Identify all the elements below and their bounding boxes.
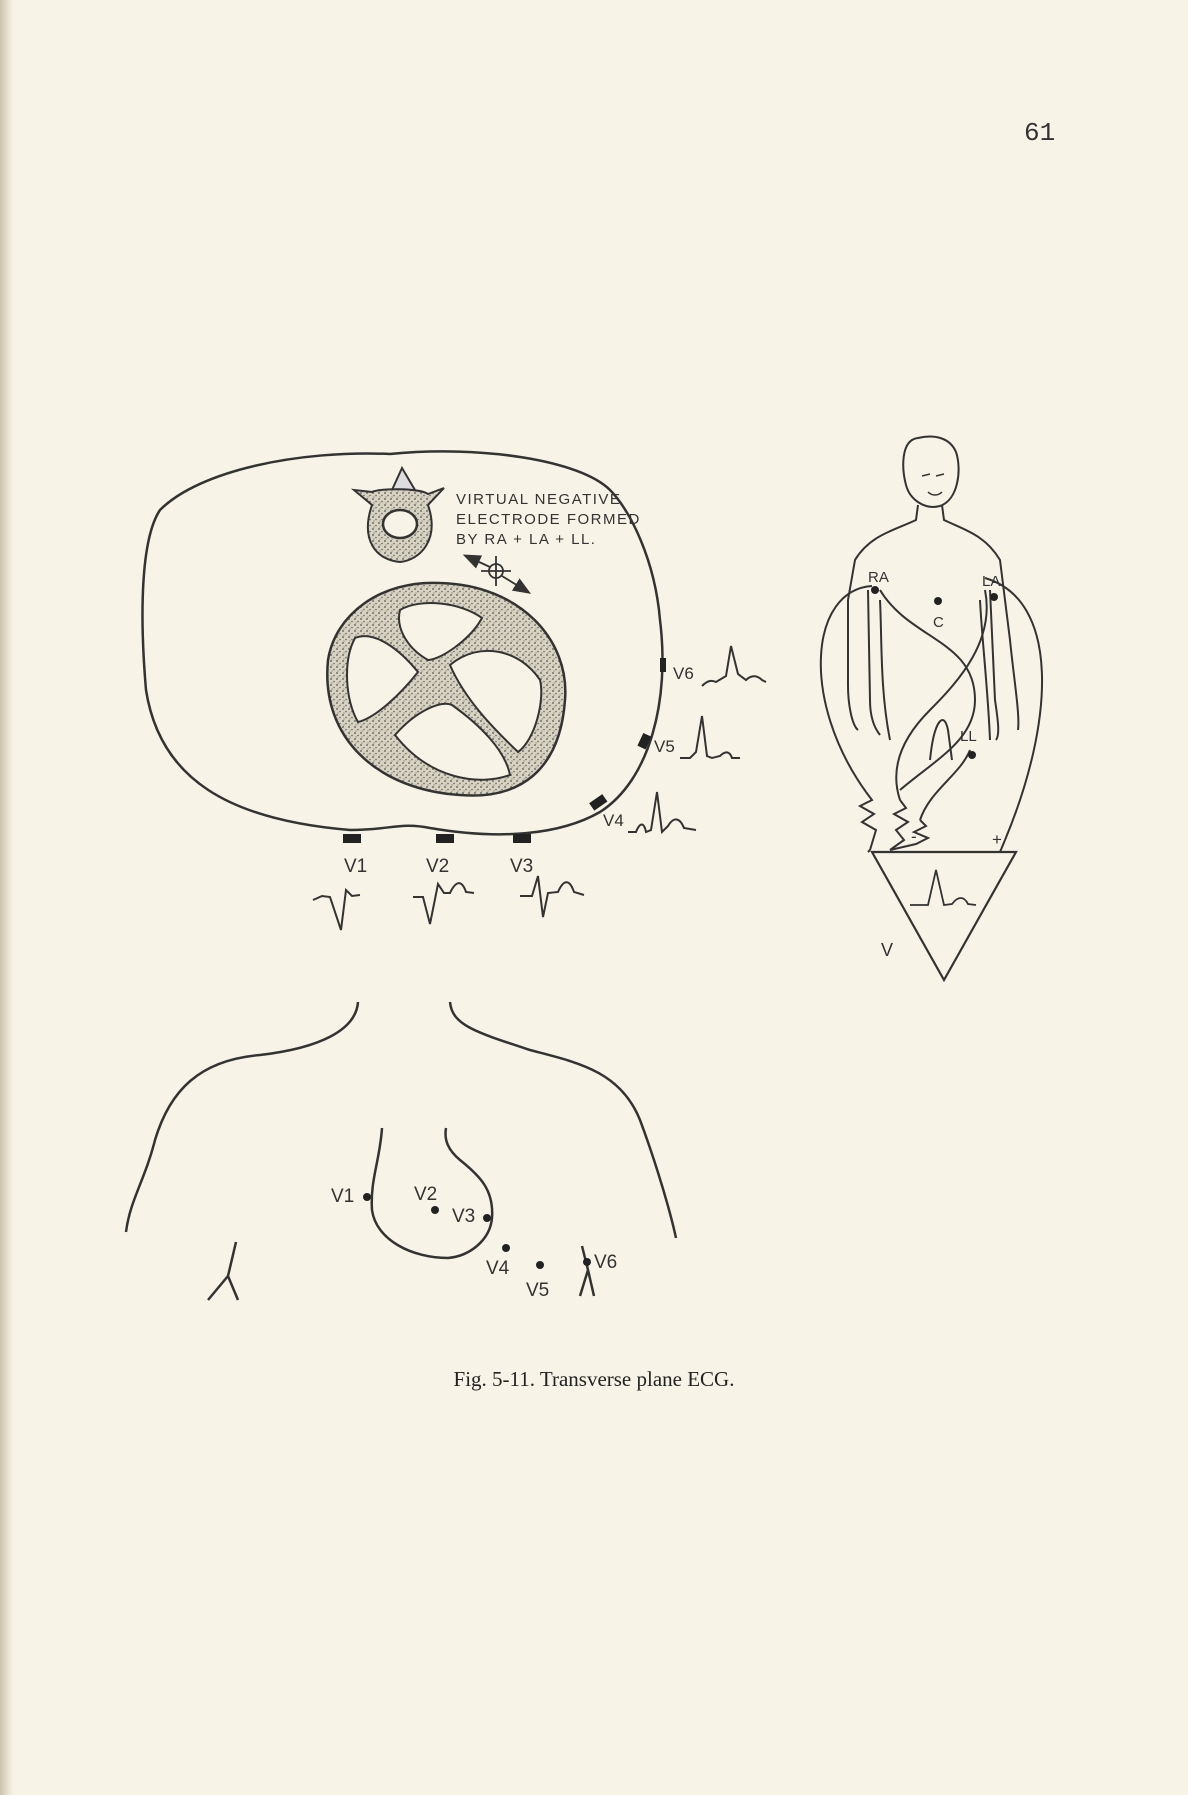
head-outline <box>903 437 958 507</box>
c-electrode <box>934 597 942 605</box>
v4-label: V4 <box>603 811 624 830</box>
v6-label: V6 <box>673 664 694 683</box>
chest-v2-label: V2 <box>414 1184 438 1205</box>
v1-label: V1 <box>344 856 368 877</box>
v6-ecg-waveform <box>702 646 766 686</box>
body-lead-diagram <box>821 437 1042 980</box>
left-axilla-line <box>208 1242 238 1300</box>
plus-label: + <box>992 830 1002 849</box>
ra-label: RA <box>868 569 889 586</box>
chest-electrode-dots <box>363 1193 591 1269</box>
triangle-ecg-waveform <box>910 870 976 905</box>
chest-v3-dot <box>483 1214 491 1222</box>
ll-electrode <box>968 751 976 759</box>
la-electrode <box>990 593 998 601</box>
figure-caption: Fig. 5-11. Transverse plane ECG. <box>453 1367 735 1391</box>
ll-label: LL <box>960 728 977 745</box>
right-shoulder-outline <box>450 1002 676 1238</box>
la-label: LA <box>982 573 1001 590</box>
lead-triangle <box>872 852 1016 980</box>
left-shoulder-outline <box>126 1002 358 1232</box>
v4-ecg-waveform <box>628 792 696 832</box>
note-line-1: VIRTUAL NEGATIVE <box>456 491 622 508</box>
chest-v1-dot <box>363 1193 371 1201</box>
chest-v6-label: V6 <box>594 1252 618 1273</box>
resistor-la <box>890 800 908 850</box>
page-number: 61 <box>1024 118 1056 148</box>
lead-v-label: V <box>881 940 894 960</box>
chest-v1-label: V1 <box>331 1186 355 1207</box>
vertebra <box>354 468 444 562</box>
chest-v5-dot <box>536 1261 544 1269</box>
v2-label: V2 <box>426 856 450 877</box>
v1-ecg-waveform <box>313 890 360 930</box>
resistor-ra <box>860 792 876 850</box>
note-line-2: ELECTRODE FORMED <box>456 511 641 528</box>
ra-electrode <box>871 586 879 594</box>
chest-v2-dot <box>431 1206 439 1214</box>
chest-v6-dot <box>583 1258 591 1266</box>
chest-v5-label: V5 <box>526 1280 550 1301</box>
heart-cross-section <box>327 583 565 796</box>
note-line-3: BY RA + LA + LL. <box>456 531 597 548</box>
v2-pad <box>436 834 454 843</box>
v3-label: V3 <box>510 856 534 877</box>
minus-label: - <box>911 827 917 846</box>
transverse-cross-section <box>143 451 766 930</box>
virtual-negative-note <box>456 491 641 548</box>
c-label: C <box>933 614 944 631</box>
v1-pad <box>343 834 361 843</box>
v5-label: V5 <box>654 737 675 756</box>
v2-ecg-waveform <box>413 883 474 924</box>
chest-v4-label: V4 <box>486 1258 510 1279</box>
chest-v4-dot <box>502 1244 510 1252</box>
v3-pad <box>513 834 531 843</box>
v6-pad <box>660 658 666 672</box>
v5-ecg-waveform <box>680 716 740 758</box>
chest-v3-label: V3 <box>452 1206 476 1227</box>
v3-ecg-waveform <box>520 876 584 917</box>
chest-lead-labels <box>331 1184 617 1301</box>
right-axilla-line <box>580 1246 594 1296</box>
